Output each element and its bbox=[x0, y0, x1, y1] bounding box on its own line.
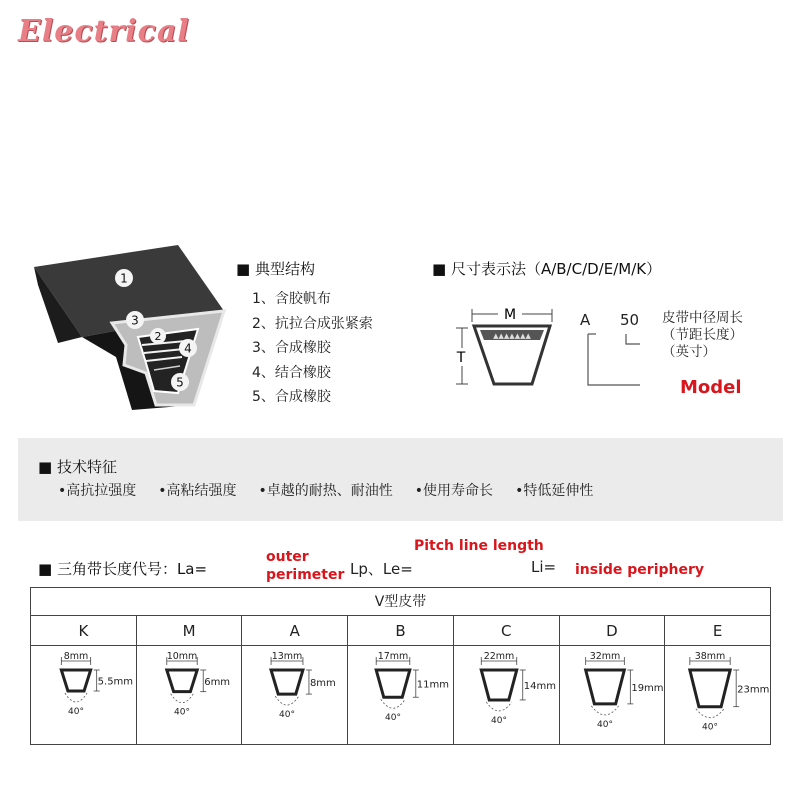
top-width-label: 22mm bbox=[483, 651, 515, 662]
top-width-label: 17mm bbox=[377, 651, 409, 662]
angle-arc bbox=[591, 706, 618, 715]
angle-arc bbox=[381, 699, 405, 708]
belt-trapezoid bbox=[585, 670, 624, 704]
svg-text:3: 3 bbox=[131, 313, 139, 328]
length-codes-label: ■ 三角带长度代号：La= bbox=[38, 560, 208, 578]
height-label: 8mm bbox=[310, 678, 337, 690]
top-width-label: 38mm bbox=[695, 651, 726, 662]
features-list bbox=[58, 480, 615, 500]
header-cell: K bbox=[31, 616, 137, 645]
model-label: Model bbox=[680, 377, 742, 398]
structure-item: 5、合成橡胶 bbox=[252, 389, 331, 405]
table-title: V型皮带 bbox=[31, 588, 770, 616]
belt-trapezoid bbox=[271, 670, 303, 694]
code-desc-line: （英寸） bbox=[662, 344, 716, 360]
angle-arc bbox=[65, 693, 87, 702]
structure-heading: ■ 典型结构 bbox=[236, 260, 315, 278]
li-label: Li= bbox=[531, 558, 557, 576]
structure-item: 2、抗拉合成张紧索 bbox=[252, 315, 373, 332]
model-leader-line bbox=[588, 334, 640, 385]
structure-list bbox=[252, 287, 373, 410]
outer-perimeter-note: outer perimeter bbox=[266, 549, 345, 583]
angle-label: 40° bbox=[68, 707, 84, 718]
angle-arc bbox=[696, 709, 724, 718]
angle-label: 40° bbox=[385, 713, 402, 724]
header-cell: E bbox=[712, 622, 723, 640]
belt-trapezoid bbox=[167, 670, 197, 692]
code-description bbox=[662, 310, 743, 361]
section-cell-d bbox=[560, 646, 666, 744]
callout-3 bbox=[126, 311, 144, 329]
height-label: 5.5mm bbox=[97, 676, 134, 688]
length-leader-line bbox=[626, 334, 640, 344]
belt-section-drawing bbox=[454, 646, 559, 744]
pitch-line-note: Pitch line length bbox=[414, 538, 544, 554]
belt-section-drawing bbox=[137, 646, 242, 744]
angle-arc bbox=[170, 694, 193, 703]
inside-periphery-note: inside periphery bbox=[575, 562, 705, 578]
code-number: 50 bbox=[620, 311, 640, 329]
height-label: 19mm bbox=[630, 682, 664, 694]
feature-item: •特低延伸性 bbox=[515, 483, 594, 499]
angle-arc bbox=[276, 696, 300, 705]
height-label: T bbox=[456, 350, 466, 366]
code-desc-line: （节距长度） bbox=[662, 327, 743, 343]
callout-4 bbox=[179, 339, 197, 357]
feature-item: •使用寿命长 bbox=[414, 483, 494, 499]
callout-2 bbox=[150, 328, 166, 344]
header-cell: A bbox=[242, 616, 348, 645]
structure-item: 1、含胶帆布 bbox=[252, 291, 331, 307]
width-label: M bbox=[503, 307, 517, 323]
section-cell-k bbox=[31, 646, 137, 744]
belt-trapezoid bbox=[61, 670, 90, 691]
svg-text:1: 1 bbox=[120, 271, 128, 286]
code-desc-line: 皮带中径周长 bbox=[662, 310, 743, 326]
lp-le-label: Lp、Le= bbox=[350, 560, 413, 578]
top-width-label: 32mm bbox=[589, 651, 620, 662]
callout-5 bbox=[171, 373, 189, 391]
belt-trapezoid bbox=[481, 670, 516, 700]
header-cell: B bbox=[348, 616, 454, 645]
callout-1 bbox=[115, 269, 133, 287]
notation-diagram bbox=[440, 300, 640, 400]
code-letter: A bbox=[580, 311, 591, 329]
structure-item: 3、合成橡胶 bbox=[252, 340, 331, 356]
feature-item: •卓越的耐热、耐油性 bbox=[258, 483, 393, 499]
section-cell-b bbox=[348, 646, 454, 744]
belt-section-drawing bbox=[665, 646, 770, 744]
feature-item: •高抗拉强度 bbox=[58, 483, 137, 499]
belt-section-drawing bbox=[31, 646, 136, 744]
section-cell-a bbox=[242, 646, 348, 744]
header-cell: D bbox=[560, 616, 666, 645]
belt-structure-illustration bbox=[28, 245, 228, 410]
height-label: 23mm bbox=[737, 684, 770, 696]
top-width-label: 8mm bbox=[63, 651, 89, 662]
belt-section-drawing bbox=[560, 646, 665, 744]
table-figure-row bbox=[31, 646, 770, 744]
header-cell: C bbox=[454, 616, 560, 645]
belt-section-drawing bbox=[242, 646, 347, 744]
top-width-label: 13mm bbox=[272, 651, 303, 662]
table-header-row bbox=[31, 616, 770, 646]
svg-text:4: 4 bbox=[184, 341, 192, 356]
height-label: 11mm bbox=[416, 679, 450, 691]
belt-section-drawing bbox=[348, 646, 453, 744]
angle-label: 40° bbox=[173, 707, 190, 718]
section-cell-e bbox=[665, 646, 770, 744]
notation-heading: ■ 尺寸表示法（A/B/C/D/E/M/K） bbox=[432, 260, 662, 278]
angle-label: 40° bbox=[596, 719, 613, 730]
angle-arc bbox=[486, 702, 512, 711]
header-cell: M bbox=[137, 616, 243, 645]
belt-trapezoid bbox=[376, 670, 410, 697]
features-heading: ■ 技术特征 bbox=[38, 458, 117, 476]
angle-label: 40° bbox=[702, 722, 719, 733]
belt-trapezoid bbox=[690, 670, 730, 707]
svg-text:▲▲▲▲▲▲▲: ▲▲▲▲▲▲▲ bbox=[493, 332, 531, 340]
section-cell-c bbox=[454, 646, 560, 744]
v-belt-size-table bbox=[30, 587, 771, 745]
top-width-label: 10mm bbox=[166, 651, 198, 662]
height-label: 6mm bbox=[203, 676, 230, 688]
structure-item: 4、结合橡胶 bbox=[252, 364, 331, 381]
feature-item: •高粘结强度 bbox=[158, 483, 237, 499]
angle-label: 40° bbox=[490, 715, 507, 726]
height-label: 14mm bbox=[523, 680, 556, 692]
svg-text:5: 5 bbox=[176, 375, 184, 390]
brand-logo: Electrical bbox=[18, 14, 190, 49]
svg-text:2: 2 bbox=[154, 330, 162, 343]
section-cell-m bbox=[137, 646, 243, 744]
angle-label: 40° bbox=[279, 710, 296, 721]
